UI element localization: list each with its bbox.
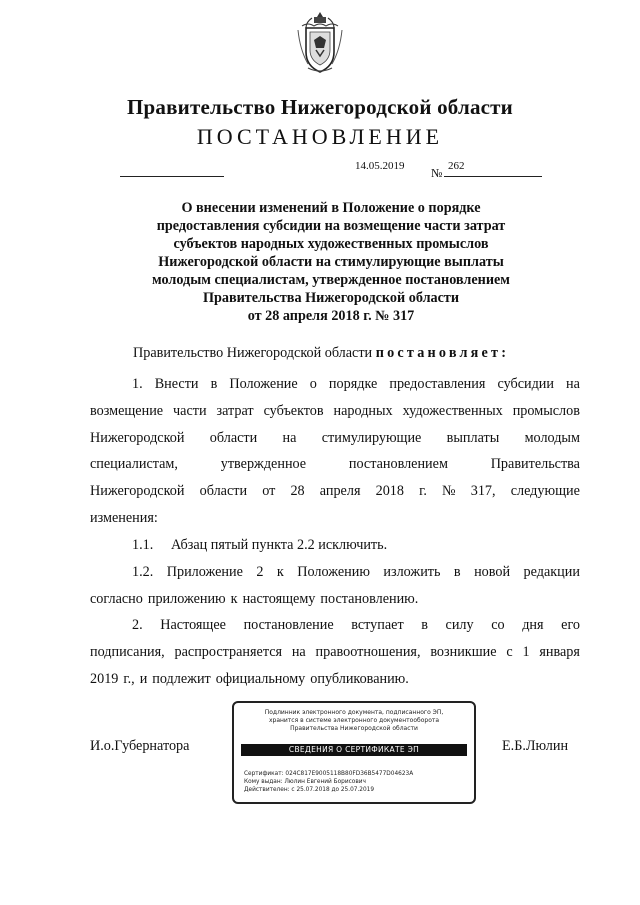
word: правоотношения,: [315, 643, 421, 660]
word: области: [209, 429, 258, 446]
word: января: [539, 643, 580, 660]
word: Внести: [154, 376, 199, 392]
document-subject: [120, 199, 542, 325]
word: вступает: [351, 617, 404, 633]
paragraph-item-1-1: [90, 532, 580, 559]
subject-line: молодым специалистам, утвержденное постановлением: [152, 272, 510, 288]
subject-line: субъектов народных художественных промыслов: [173, 236, 489, 252]
word: Положение: [229, 376, 298, 392]
stamp-note-line: Подлинник электронного документа, подписанного ЭП,: [264, 709, 444, 716]
paragraph-line: 1.1. Абзац пятый пункта 2.2 исключить.: [132, 537, 388, 553]
word: его: [561, 617, 580, 633]
intro-verb: постановляет:: [375, 345, 510, 361]
word: 1: [522, 643, 530, 660]
word: приложению: [147, 590, 226, 607]
word: на: [566, 376, 580, 392]
word: утвержденное: [220, 456, 307, 473]
word: области: [199, 483, 248, 500]
word: редакции: [523, 564, 580, 580]
paragraph-line: [90, 505, 580, 532]
paragraph-item-1: [90, 371, 580, 532]
document-type: ПОСТАНОВЛЕНИЕ: [196, 124, 444, 149]
word: изложить: [383, 564, 441, 580]
word: 28: [290, 483, 305, 500]
word: силу: [445, 617, 474, 633]
subject-line: Нижегородской области на стимулирующие выплаты: [158, 254, 504, 270]
intro-sentence: [133, 345, 509, 362]
word: постановлением: [348, 456, 448, 473]
word: предоставления: [389, 376, 486, 392]
word: Нижегородской: [90, 483, 185, 500]
word: постановлению.: [320, 590, 419, 607]
word: Правительства: [490, 456, 580, 473]
word: г.: [419, 483, 427, 500]
subject-line: О внесении изменений в Положение о порядке: [181, 200, 481, 216]
word: на: [282, 429, 297, 446]
word: 1.2.: [132, 564, 154, 580]
document-date: 14.05.2019: [355, 160, 405, 172]
word: в: [421, 617, 428, 633]
word: официальному: [215, 670, 306, 687]
stamp-header: СВЕДЕНИЯ О СЕРТИФИКАТЕ ЭП: [241, 744, 467, 756]
word: молодым: [524, 429, 580, 446]
word: художественных: [402, 402, 503, 419]
word: возникшие: [430, 643, 497, 660]
organization-name: Правительство Нижегородской области: [127, 95, 513, 119]
word: от: [262, 483, 276, 500]
paragraph-line: [90, 451, 580, 478]
word: Настоящее: [160, 617, 226, 633]
word: подписания,: [90, 643, 165, 660]
coat-of-arms-icon: [294, 10, 346, 74]
paragraph-item-1-2: [90, 559, 580, 613]
word: порядке: [328, 376, 378, 392]
subject-line: Правительства Нижегородской области: [202, 290, 460, 306]
word: промыслов: [512, 402, 580, 419]
paragraph-line: [90, 666, 580, 693]
signatory-name: Е.Б.Люлин: [502, 738, 569, 754]
word: на: [291, 643, 306, 660]
word: со: [491, 617, 505, 633]
paragraph-line: [90, 425, 580, 452]
word: к: [230, 590, 238, 607]
stamp-certificate: Сертификат: 024C817E9005118B80FD36B5477D0462​3A: [244, 771, 414, 777]
word: Положению: [297, 564, 370, 580]
word: стимулирующие: [321, 429, 422, 446]
paragraph-item-2: [90, 612, 580, 692]
stamp-note: [234, 709, 474, 733]
word: части: [173, 402, 207, 419]
word: опубликованию.: [310, 670, 409, 687]
document-number: 262: [448, 160, 465, 172]
word: 317,: [470, 483, 496, 500]
stamp-details: [244, 770, 413, 794]
intro-text: Правительство Нижегородской области: [133, 345, 373, 361]
word: 2: [256, 564, 264, 580]
word: постановление: [243, 617, 334, 633]
word: дня: [522, 617, 544, 633]
word: 1.: [132, 376, 143, 392]
word: о: [309, 376, 317, 392]
word: распространяется: [174, 643, 283, 660]
word: к: [276, 564, 284, 580]
word: субсидии: [497, 376, 554, 392]
subject-line: предоставления субсидии на возмещение части затрат: [156, 218, 506, 234]
paragraph-line: [90, 612, 580, 639]
paragraph-line: [90, 371, 580, 398]
word: возмещение: [90, 402, 164, 419]
paragraph-line: [90, 559, 580, 586]
paragraph-line: [90, 586, 580, 613]
word: Нижегородской: [90, 429, 185, 446]
word: апреля: [319, 483, 361, 500]
paragraph-line: [90, 478, 580, 505]
electronic-signature-stamp: [232, 701, 476, 804]
date-line: [120, 176, 224, 177]
word: 2019: [90, 670, 119, 687]
word: следующие: [510, 483, 580, 500]
stamp-issued-to: Кому выдан: Люлин Евгений Борисович: [244, 779, 366, 785]
paragraph-line: [90, 639, 580, 666]
word: настоящему: [242, 590, 316, 607]
word: Приложение: [166, 564, 243, 580]
word: №: [442, 483, 456, 500]
word: выплаты: [446, 429, 500, 446]
word: затрат: [216, 402, 254, 419]
word: новой: [474, 564, 511, 580]
word: субъектов: [263, 402, 324, 419]
word: народных: [333, 402, 393, 419]
word: согласно: [90, 590, 143, 607]
stamp-note-line: хранится в системе электронного документооборота: [268, 717, 440, 724]
word: специалистам,: [90, 456, 178, 473]
word: 2018: [375, 483, 404, 500]
number-line: [444, 176, 542, 177]
word: с: [506, 643, 513, 660]
paragraph-line: [90, 398, 580, 425]
signatory-position: И.о.Губернатора: [90, 738, 190, 754]
word: 2.: [132, 617, 143, 633]
word: в: [210, 376, 218, 392]
number-label: №: [431, 166, 443, 180]
word: и: [139, 670, 148, 687]
subject-line: от 28 апреля 2018 г. № 317: [247, 308, 415, 324]
word: подлежит: [152, 670, 211, 687]
word: в: [453, 564, 461, 580]
word: изменения:: [90, 509, 158, 526]
word: г.,: [123, 670, 135, 687]
stamp-validity: Действителен: с 25.07.2018 до 25.07.2019: [244, 787, 375, 793]
stamp-note-line: Правительства Нижегородской области: [290, 725, 418, 732]
